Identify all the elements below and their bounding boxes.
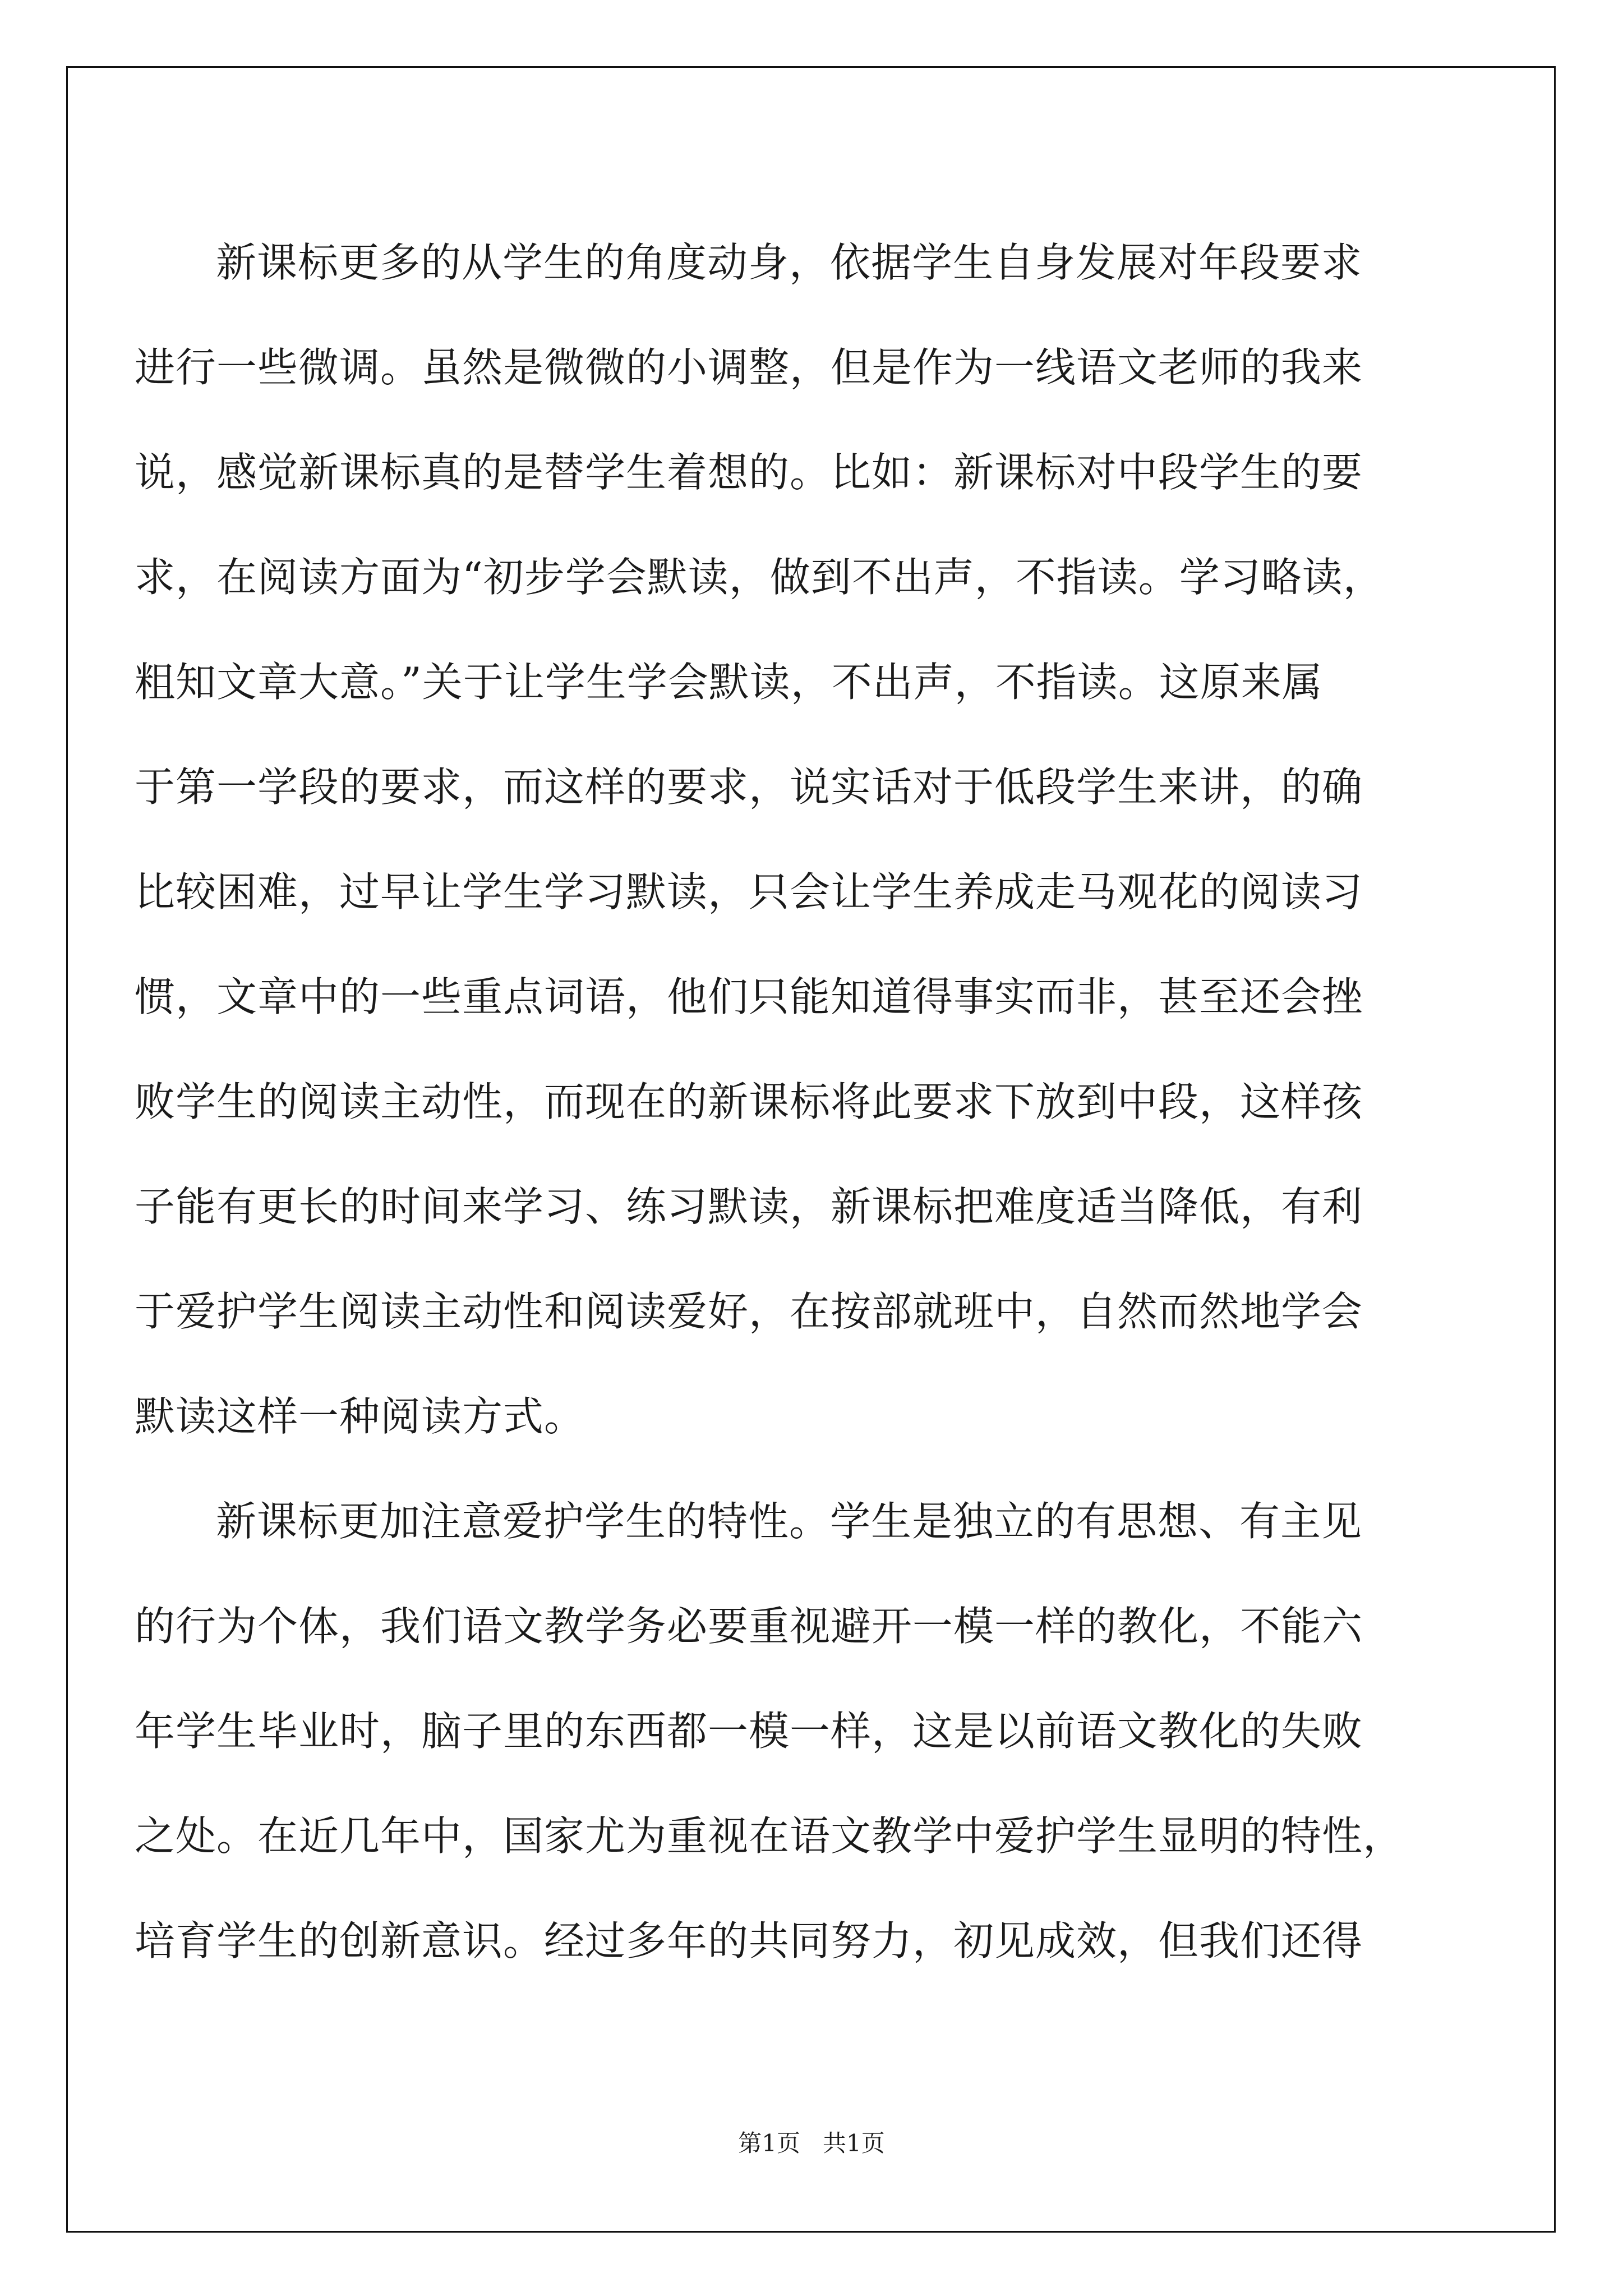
paragraph-1 xyxy=(135,210,1436,1469)
page-footer: 第1页 共1页 xyxy=(738,2129,885,2157)
text-line: 子能有更长的时间来学习、练习默读，新课标把难度适当降低，有利 xyxy=(135,1183,1363,1230)
text-line: 比较困难，过早让学生学习默读，只会让学生养成走马观花的阅读习 xyxy=(135,868,1363,915)
text-line: 之处。在近几年中，国家尤为重视在语文教学中爱护学生显明的特性， xyxy=(135,1812,1404,1860)
text-line: 说，感觉新课标真的是替学生着想的。比如：新课标对中段学生的要 xyxy=(135,449,1363,496)
text-line: 的行为个体，我们语文教学务必要重视避开一模一样的教化，不能六 xyxy=(135,1603,1363,1650)
paragraph-2 xyxy=(135,1469,1436,1994)
text-line: 进行一些微调。虽然是微微的小调整，但是作为一线语文老师的我来 xyxy=(135,344,1363,391)
text-line: 于第一学段的要求，而这样的要求，说实话对于低段学生来讲，的确 xyxy=(135,763,1363,811)
text-line: 默读这样一种阅读方式。 xyxy=(135,1393,585,1440)
document-body xyxy=(135,210,1436,1994)
text-line: 粗知文章大意。”关于让学生学会默读，不出声，不指读。这原来属 xyxy=(135,659,1323,706)
text-line: 新课标更加注意爱护学生的特性。学生是独立的有思想、有主见 xyxy=(216,1498,1363,1545)
text-line: 新课标更多的从学生的角度动身，依据学生自身发展对年段要求 xyxy=(216,239,1363,286)
text-line: 惯，文章中的一些重点词语，他们只能知道得事实而非，甚至还会挫 xyxy=(135,973,1363,1020)
text-line: 求，在阅读方面为“初步学会默读，做到不出声，不指读。学习略读， xyxy=(135,554,1384,601)
text-line: 败学生的阅读主动性，而现在的新课标将此要求下放到中段，这样孩 xyxy=(135,1078,1363,1125)
text-line: 于爱护学生阅读主动性和阅读爱好，在按部就班中，自然而然地学会 xyxy=(135,1288,1363,1335)
text-line: 培育学生的创新意识。经过多年的共同努力，初见成效，但我们还得 xyxy=(135,1917,1363,1964)
text-line: 年学生毕业时，脑子里的东西都一模一样，这是以前语文教化的失败 xyxy=(135,1708,1363,1755)
